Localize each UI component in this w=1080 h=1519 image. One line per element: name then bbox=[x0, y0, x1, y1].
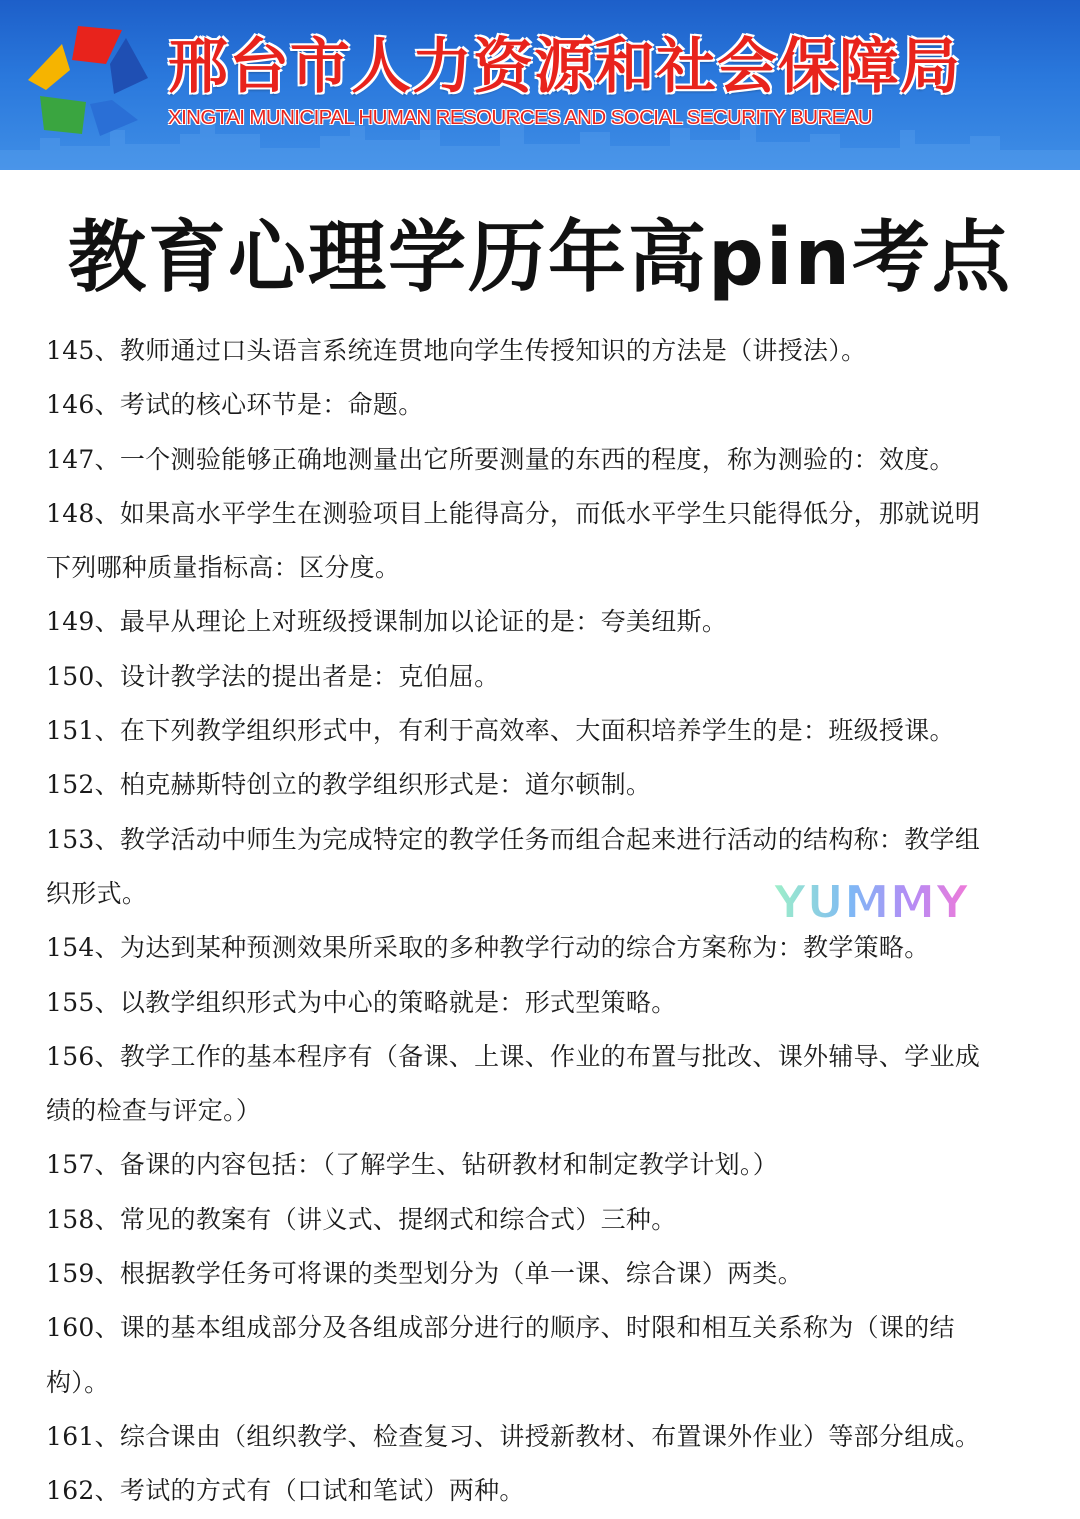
page-title: 教育心理学历年高pin考点 bbox=[67, 213, 1013, 303]
bureau-logo-icon bbox=[26, 20, 150, 138]
item-text: 、在下列教学组织形式中，有利于高效率、大面积培养学生的是：班级授课。 bbox=[94, 716, 955, 746]
item-text: 、一个测验能够正确地测量出它所要测量的东西的程度，称为测验的：效度。 bbox=[94, 444, 955, 474]
bureau-title: 邢台市人力资源和社会保障局 bbox=[168, 32, 961, 102]
list-item bbox=[46, 487, 996, 596]
list-item bbox=[46, 650, 996, 704]
item-text: 、常见的教案有（讲义式、提纲式和综合式）三种。 bbox=[94, 1204, 677, 1234]
list-item bbox=[46, 704, 996, 758]
item-number: 160 bbox=[46, 1313, 95, 1343]
list-item bbox=[46, 433, 996, 487]
item-text: 、教师通过口头语言系统连贯地向学生传授知识的方法是（讲授法）。 bbox=[94, 336, 867, 365]
item-text: 、设计教学法的提出者是：克伯屈。 bbox=[94, 661, 500, 691]
item-text: 、根据教学任务可将课的类型划分为（单一课、综合课）两类。 bbox=[94, 1259, 804, 1289]
item-number: 153 bbox=[46, 824, 95, 854]
item-text: 、为达到某种预测效果所采取的多种教学行动的综合方案称为：教学策略。 bbox=[94, 933, 930, 963]
item-number: 149 bbox=[46, 607, 95, 637]
item-number: 148 bbox=[46, 498, 95, 528]
item-text: 、教学活动中师生为完成特定的教学任务而组合起来进行活动的结构称：教学组织形式。 bbox=[46, 824, 981, 908]
item-text: 、考试的方式有（口试和笔试）两种。 bbox=[94, 1476, 525, 1506]
bureau-subtitle-en: XINGTAI MUNICIPAL HUMAN RESOURCES AND SOCIAL SECURITY BUREAU bbox=[168, 106, 873, 129]
item-number: 161 bbox=[46, 1421, 95, 1451]
header-banner bbox=[0, 0, 1080, 170]
item-text: 、考试的核心环节是：命题。 bbox=[94, 390, 424, 420]
item-number: 162 bbox=[46, 1476, 95, 1506]
list-item bbox=[46, 1193, 996, 1247]
item-text: 、最早从理论上对班级授课制加以论证的是：夸美纽斯。 bbox=[94, 607, 728, 637]
list-item bbox=[46, 1138, 996, 1192]
list-item bbox=[46, 595, 996, 649]
item-text: 、综合课由（组织教学、检查复习、讲授新教材、布置课外作业）等部分组成。 bbox=[94, 1421, 981, 1451]
item-number: 159 bbox=[46, 1259, 95, 1289]
yummy-sticker-icon bbox=[760, 874, 982, 928]
item-number: 156 bbox=[46, 1041, 95, 1071]
list-item bbox=[46, 1410, 996, 1464]
list-item bbox=[46, 976, 996, 1030]
item-text: 、课的基本组成部分及各组成部分进行的顺序、时限和相互关系称为（课的结构）。 bbox=[46, 1313, 955, 1397]
item-text: 、如果高水平学生在测验项目上能得高分，而低水平学生只能得低分，那就说明下列哪种质量指标高：区分度。 bbox=[46, 498, 981, 583]
list-item bbox=[46, 921, 996, 975]
yummy-sticker-label: YUMMY bbox=[773, 875, 969, 928]
item-text: 、备课的内容包括：（了解学生、钻研教材和制定教学计划。） bbox=[94, 1150, 779, 1180]
list-item bbox=[46, 1247, 996, 1301]
list-item bbox=[46, 758, 996, 812]
item-text: 、柏克赫斯特创立的教学组织形式是：道尔顿制。 bbox=[94, 770, 652, 800]
item-number: 151 bbox=[46, 716, 95, 746]
item-number: 158 bbox=[46, 1204, 95, 1234]
item-number: 146 bbox=[46, 390, 95, 420]
list-item bbox=[46, 1030, 996, 1139]
list-item bbox=[46, 1301, 996, 1410]
item-number: 155 bbox=[46, 987, 95, 1017]
list-item bbox=[46, 324, 996, 378]
item-text: 、教学工作的基本程序有（备课、上课、作业的布置与批改、课外辅导、学业成绩的检查与评定。） bbox=[46, 1041, 981, 1126]
item-number: 157 bbox=[46, 1150, 95, 1180]
item-number: 150 bbox=[46, 661, 95, 691]
list-item bbox=[46, 1464, 996, 1518]
item-number: 147 bbox=[46, 444, 95, 474]
item-number: 152 bbox=[46, 770, 95, 800]
item-number: 145 bbox=[46, 336, 95, 365]
list-item bbox=[46, 378, 996, 432]
item-text: 、以教学组织形式为中心的策略就是：形式型策略。 bbox=[94, 987, 677, 1017]
item-number: 154 bbox=[46, 933, 95, 963]
